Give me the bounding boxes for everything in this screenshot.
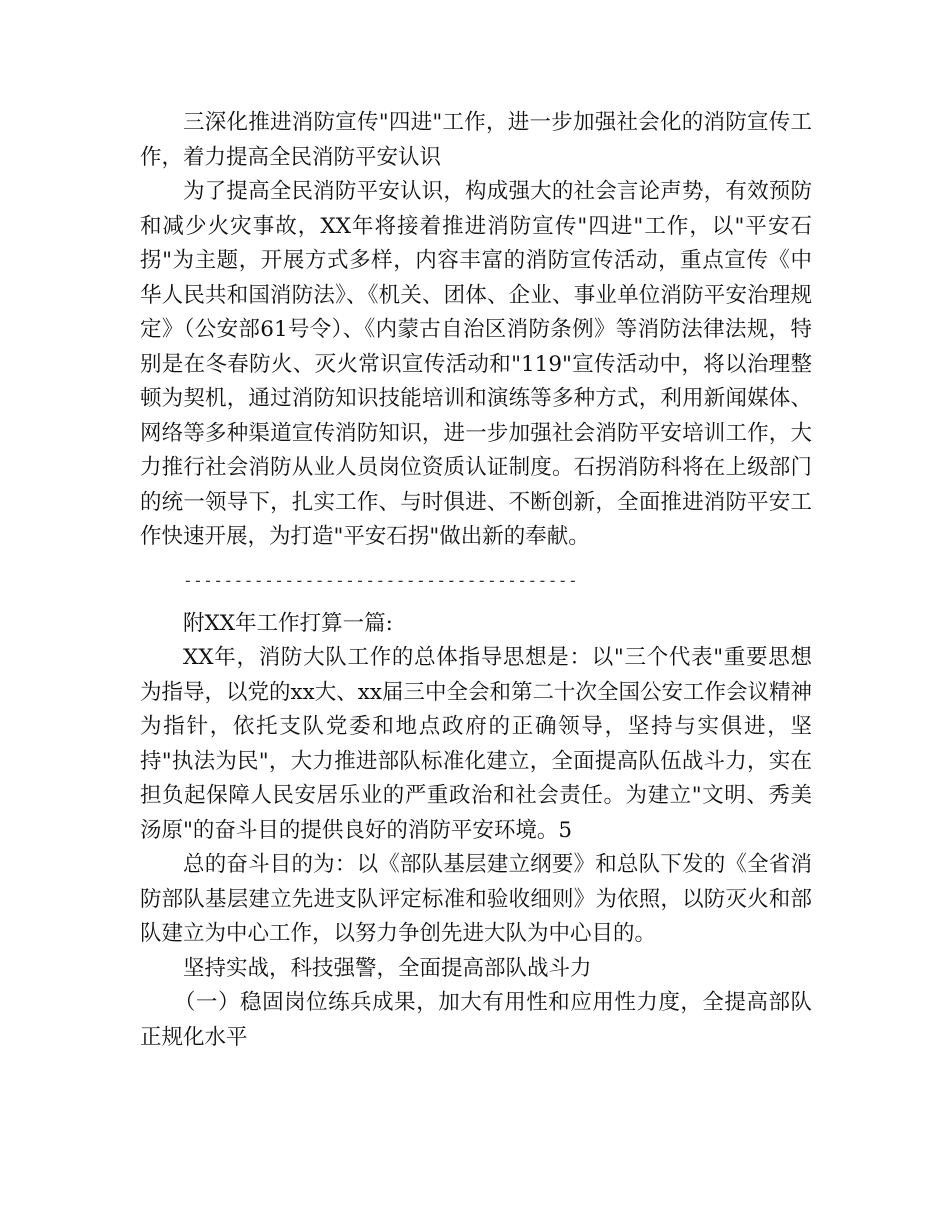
- paragraph-overall-goal: 总的奋斗目的为：以《部队基层建立纲要》和总队下发的《全省消防部队基层建立先进支队评定标准和验收细则》为依照，以防灭火和部队建立为中心工作，以努力争创先进大队为中心目的。: [140, 852, 812, 946]
- section-heading-publicity: 三深化推进消防宣传"四进"工作，进一步加强社会化的消防宣传工作，着力提高全民消防平安认识: [140, 110, 812, 170]
- document-body: [140, 106, 812, 1055]
- paragraph-guiding-thought: XX年，消防大队工作的总体指导思想是：以"三个代表"重要思想为指导，以党的xx大、xx届三中全会和第二十次全国公安工作会议精神为指针，依托支队党委和地点政府的正确领导，坚持与实俱进，坚持"执法为民"，大力推进部队标准化建立，全面提高队伍战斗力，实在担负起保障人民安居乐业的严重政治和社会责任。为建立"文明、秀美汤原"的奋斗目的提供良好的消防平安环境。5: [140, 645, 813, 843]
- paragraph-publicity-plan: 为了提高全民消防平安认识，构成强大的社会言论声势，有效预防和减少火灾事故，XX年将接着推进消防宣传"四进"工作，以"平安石拐"为主题，开展方式多样，内容丰富的消防宣传活动，重点宣传《中华人民共和国消防法》、《机关、团体、企业、事业单位消防平安治理规定》（公安部61号令）、《内蒙古自治区消防条例》等消防法律法规，特别是在冬春防火、灭火常识宣传活动和"119"宣传活动中，将以治理整顿为契机，通过消防知识技能培训和演练等多种方式，利用新闻媒体、网络等多种渠道宣传消防知识，进一步加强社会消防平安培训工作，大力推行社会消防从业人员岗位资质认证制度。石拐消防科将在上级部门的统一领导下，扎实工作、与时俱进、不断创新，全面推进消防平安工作快速开展，为打造"平安石拐"做出新的奉献。: [140, 179, 812, 549]
- section-divider: ---------------------------------------: [183, 570, 579, 590]
- appendix-heading: 附XX年工作打算一篇:: [183, 610, 393, 636]
- subheading-combat-readiness: 坚持实战，科技强警，全面提高部队战斗力: [183, 955, 592, 981]
- subheading-item-one: （一）稳固岗位练兵成果，加大有用性和应用性力度，全提高部队正规化水平: [140, 990, 812, 1050]
